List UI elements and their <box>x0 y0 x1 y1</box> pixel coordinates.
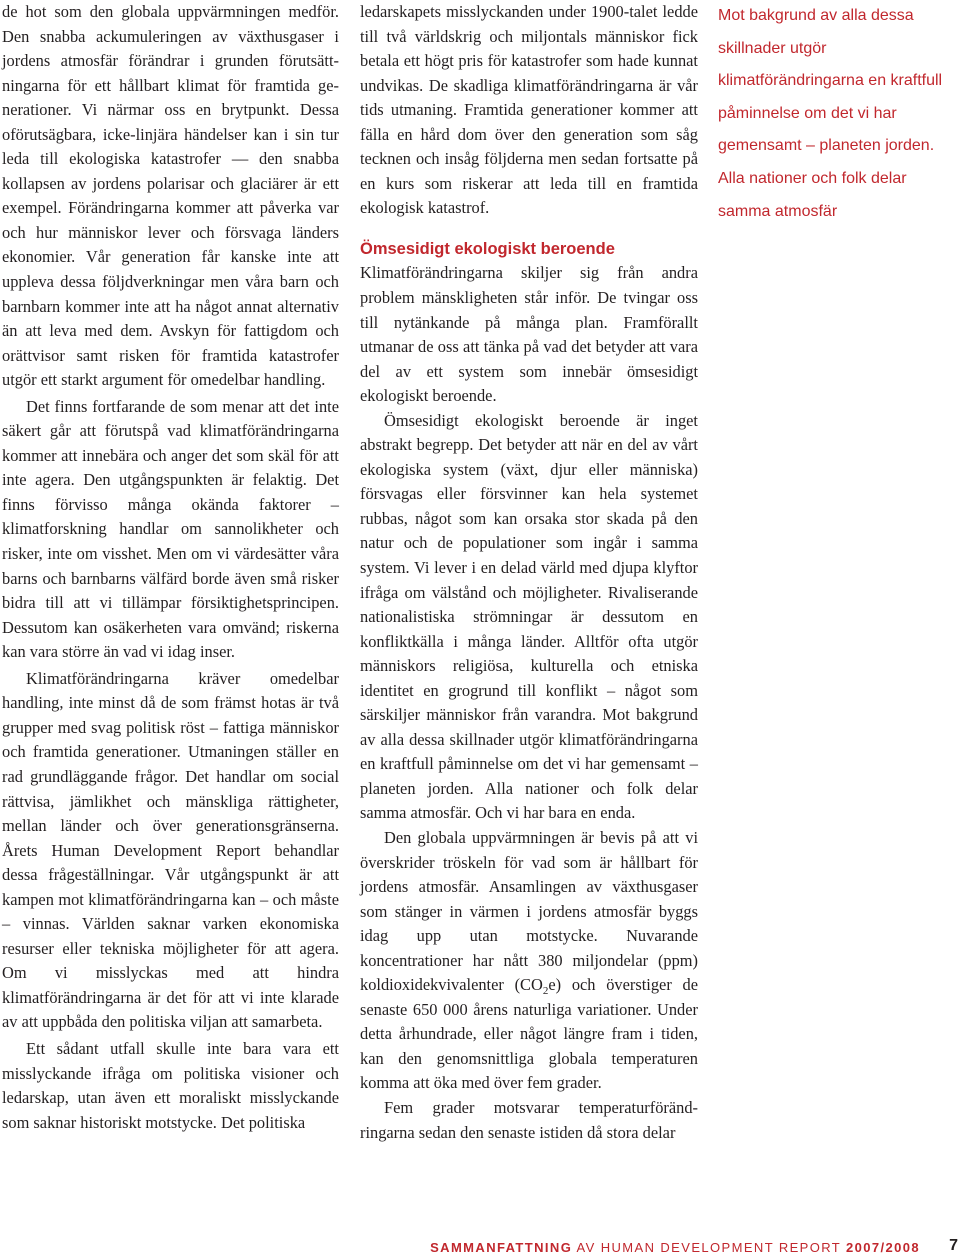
section-heading: Ömsesidigt ekologiskt beroende <box>360 239 615 258</box>
page-number: 7 <box>949 1237 958 1254</box>
paragraph-text: e) och överstiger de senaste 650 000 årens naturliga variationer. Under detta århundrade, eller något längre fram i tiden, kan den genomsnittliga globala temperaturen komma att öka med över fem grader. <box>360 975 698 1093</box>
body-paragraph: Klimatförändringarna kräver omedelbar handling, inte minst då de som främst hotas är två grupper med svag politisk röst – fattiga människor och framtida generationer. Utmaningen ställer en rad grundläggande frågor. Det handlar om social rättvisa, jämlikhet och mänskliga rättigheter, mellan länder och över generationsgränserna. Årets Human Development Report behandlar dessa frågeställningar. Vår utgångspunkt är att kampen mot klimatförändringarna kan – och måste – vinnas. Världen saknar varken ekonomiska resurser eller tekniska möjligheter för att agera. Om vi misslyckas med att hindra klimatförändringarna är det för att vi inte klarade av att uppbåda den politiska viljan att samarbeta. <box>2 668 339 1032</box>
body-paragraph <box>360 826 698 1096</box>
pull-quote <box>718 0 956 228</box>
body-paragraph: Fem grader motsvarar temperaturförändringarna sedan den senaste istiden då stora delar <box>360 1098 698 1142</box>
body-paragraph: Ömsesidigt ekologiskt beroende är inget abstrakt begrepp. Det betyder att när en del av vårt ekologiska system (växt, djur eller människa) försvagas eller försvinner kan hela systemet rubbas, något som kan orsaka stor skada på den natur och de populationer som ingår i samma system. Vi lever i en delad värld med djupa klyftor ifråga om välstånd och möjligheter. Rivaliserande nationalistiska strömningar är dessutom en konfliktkälla i många länder. Alltför ofta utgör människors religiösa, kulturella och etniska identitet en grogrund till konflikt – något som särskiljer människor från varandra. Mot bakgrund av alla dessa skillnader utgör klimatförändringarna en kraftfull påminnelse om det vi har gemensamt – planeten jorden. Alla nationer och folk delar samma atmosfär. Och vi har bara en enda. <box>360 410 698 823</box>
pull-quote-text: Mot bakgrund av alla dessa skillnader utgör klimatförändringarna en kraftfull påminnelse om det vi har gemensamt – planeten jorden. Alla nationer och folk delar samma atmosfär <box>718 7 943 220</box>
body-paragraph: de hot som den globala uppvärmningen medför. Den snabba ackumuleringen av växthusgaser i jordens atmosfär förändrar i grunden förutsättningarna för ett hållbart klimat för framtida generationer. Vi närmar oss en brytpunkt. Dessa oförutsägbara, icke-linjära händelser kan i sin tur leda till ekologiska katastrofer — den snabba kollapsen av jordens polarisar och glaciärer är ett exempel. Förändringarna kommer att påverka var och hur människor lever och försvaga länders ekonomier. Vår generation får kanske inte att uppleva dessa följdverkningar men våra barn och barnbarn kommer inte att ha något annat alternativ än att leva med dem. Avskyn för fattigdom och orättvisor samt risken för framtida katastrofer utgör ett starkt argument för omedelbar handling. <box>2 2 339 390</box>
body-paragraph: Klimatförändringarna skiljer sig från andra problem mänskligheten står inför. De tvingar oss till nytänkande på många plan. Framförallt utmanar de oss att tänka på vad det betyder att vara del av ett system som innebär ömsesidigt ekologiskt beroende. <box>360 263 698 406</box>
body-paragraph: ledarskapets misslyckanden under 1900-talet ledde till två världskrig och miljontals människor fick betala ett högt pris för katastrofer som hade kunnat undvikas. De skadliga klimatförändringarna är vår tids utmaning. Framtida generationer kommer att fälla en hård dom över den generation som såg tecknen och insåg följderna men sedan fortsatte på en kurs som riskerar att leda till en framtida ekologisk katastrof. <box>360 2 698 218</box>
running-footer <box>430 1240 920 1255</box>
paragraph-text: Den globala uppvärmningen är bevis på att vi överskrider tröskeln för vad som är hållbart för jordens atmosfär. Ansamlingen av växthusgaser som stänger in värmen i jordens atmosfär byggs idag upp utan motstycke. Nuvarande koncentrationer har nått 380 miljondelar (ppm) koldioxidekvivalenter (CO <box>360 828 698 995</box>
body-paragraph: Ett sådant utfall skulle inte bara vara ett misslyckande ifråga om politiska visioner och ledarskap, utan även ett moraliskt misslyckande som saknar historiskt motstycke. Det politiska <box>2 1038 339 1132</box>
text-column-left <box>2 0 339 1135</box>
body-paragraph: Det finns fortfarande de som menar att det inte säkert går att förutspå vad klimatförändringarna kommer att innebära och anger det som skäl för att inte agera. Den utgångspunkten är felaktig. Det finns förvisso många okända faktorer – klimatforskning handlar om sannolikheter och risker, inte om visshet. Men om vi värdesätter våra barns och barnbarns välfärd borde även små risker bidra till att vi tillämpar försiktighetsprincipen. Dessutom kan osäkerheten vara omvänd; riskerna kan vara större än vad vi idag inser. <box>2 396 339 662</box>
footer-av: AV <box>576 1240 596 1255</box>
page-footer <box>0 1236 960 1256</box>
footer-report-title: HUMAN DEVELOPMENT REPORT <box>600 1240 841 1255</box>
footer-year: 2007/2008 <box>845 1240 920 1255</box>
subscript: 2 <box>542 985 549 998</box>
text-column-middle <box>360 0 698 1145</box>
footer-sammanfattning: SAMMANFATTNING <box>430 1240 573 1255</box>
